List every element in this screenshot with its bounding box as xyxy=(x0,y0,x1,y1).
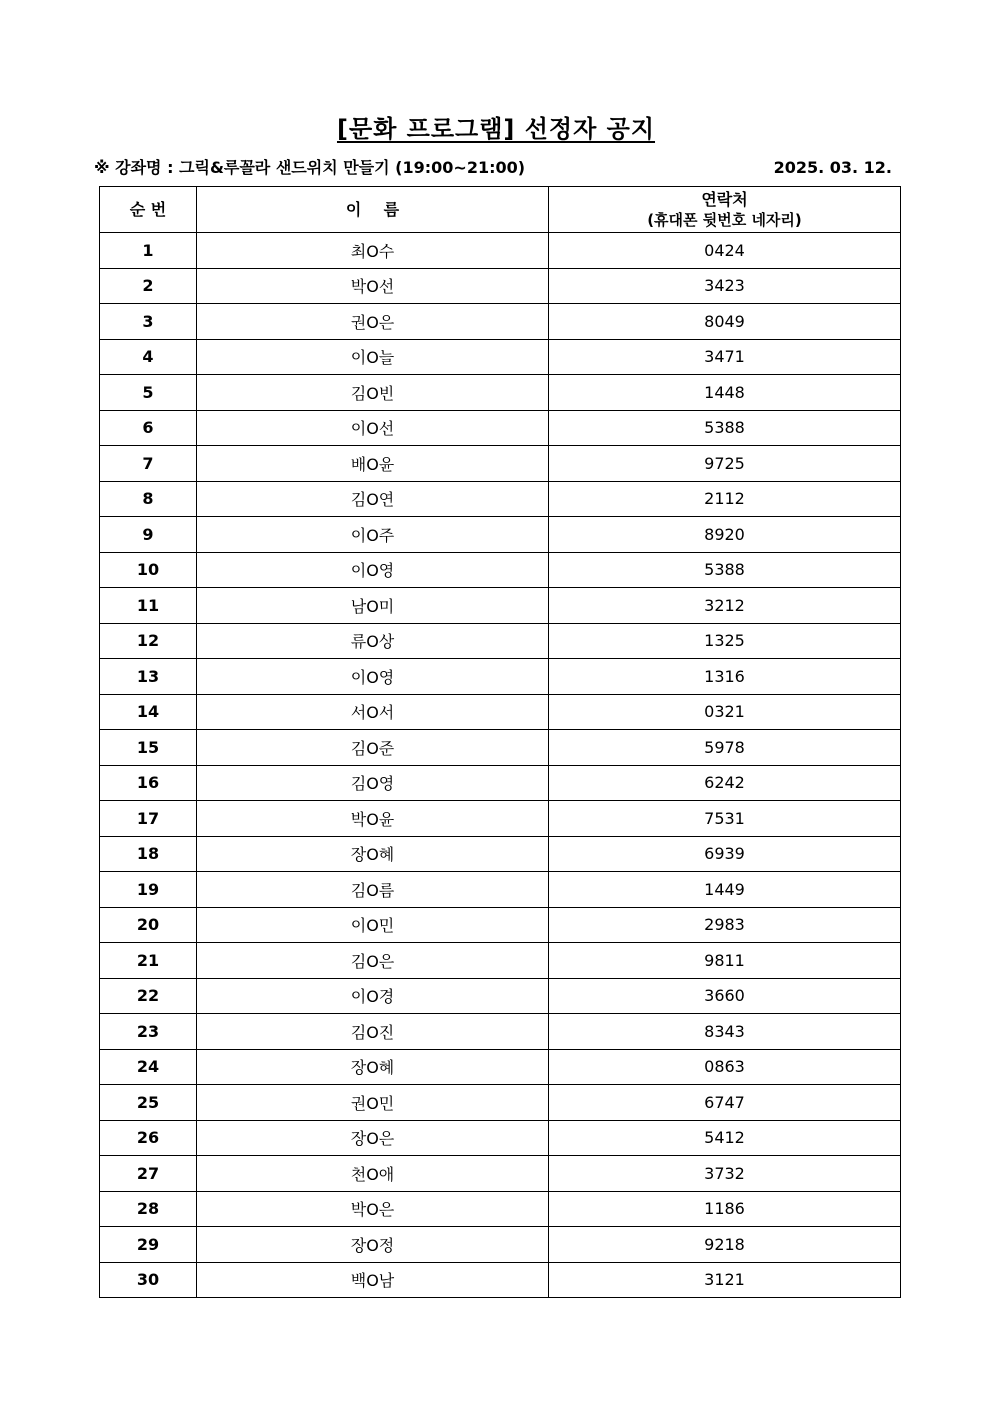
row-phone: 8920 xyxy=(549,517,901,553)
row-name: 이O경 xyxy=(197,978,549,1014)
table-row xyxy=(100,410,901,446)
header-contact-label: 연락처 xyxy=(701,189,748,209)
row-name: 장O혜 xyxy=(197,1049,549,1085)
table-row xyxy=(100,694,901,730)
row-phone: 3121 xyxy=(549,1262,901,1298)
table-row xyxy=(100,978,901,1014)
row-number: 25 xyxy=(100,1085,197,1121)
row-phone: 3423 xyxy=(549,268,901,304)
row-number: 24 xyxy=(100,1049,197,1085)
table-body xyxy=(100,233,901,1298)
row-name: 김O빈 xyxy=(197,375,549,411)
table-row xyxy=(100,1085,901,1121)
row-name: 권O은 xyxy=(197,304,549,340)
table-row xyxy=(100,588,901,624)
row-number: 19 xyxy=(100,872,197,908)
table-row xyxy=(100,730,901,766)
row-name: 김O연 xyxy=(197,481,549,517)
row-number: 30 xyxy=(100,1262,197,1298)
row-phone: 5412 xyxy=(549,1120,901,1156)
row-number: 29 xyxy=(100,1227,197,1263)
table-row xyxy=(100,872,901,908)
table-header-row xyxy=(100,187,901,233)
table-row xyxy=(100,659,901,695)
header-contact-sublabel: (휴대폰 뒷번호 네자리) xyxy=(647,210,802,229)
row-phone: 9218 xyxy=(549,1227,901,1263)
row-number: 2 xyxy=(100,268,197,304)
row-name: 배O윤 xyxy=(197,446,549,482)
row-name: 김O영 xyxy=(197,765,549,801)
row-name: 김O진 xyxy=(197,1014,549,1050)
row-phone: 0424 xyxy=(549,233,901,269)
row-name: 백O남 xyxy=(197,1262,549,1298)
table-row xyxy=(100,481,901,517)
table-row xyxy=(100,907,901,943)
header-name: 이 름 xyxy=(197,187,549,233)
row-name: 김O름 xyxy=(197,872,549,908)
row-name: 박O선 xyxy=(197,268,549,304)
row-number: 22 xyxy=(100,978,197,1014)
row-number: 10 xyxy=(100,552,197,588)
table-row xyxy=(100,836,901,872)
row-number: 17 xyxy=(100,801,197,837)
row-phone: 8049 xyxy=(549,304,901,340)
notice-date: 2025. 03. 12. xyxy=(773,158,892,177)
table-row xyxy=(100,1262,901,1298)
table-row xyxy=(100,1049,901,1085)
row-number: 5 xyxy=(100,375,197,411)
row-name: 이O늘 xyxy=(197,339,549,375)
row-name: 김O준 xyxy=(197,730,549,766)
row-phone: 1186 xyxy=(549,1191,901,1227)
row-phone: 7531 xyxy=(549,801,901,837)
row-number: 1 xyxy=(100,233,197,269)
course-name: ※ 강좌명 : 그릭&루꼴라 샌드위치 만들기 (19:00~21:00) xyxy=(94,158,526,177)
table-row xyxy=(100,943,901,979)
row-name: 이O영 xyxy=(197,552,549,588)
selection-table xyxy=(99,186,901,1298)
table-row xyxy=(100,517,901,553)
row-phone: 5388 xyxy=(549,552,901,588)
row-phone: 3212 xyxy=(549,588,901,624)
row-number: 23 xyxy=(100,1014,197,1050)
row-name: 장O은 xyxy=(197,1120,549,1156)
row-name: 이O민 xyxy=(197,907,549,943)
row-name: 최O수 xyxy=(197,233,549,269)
row-phone: 6747 xyxy=(549,1085,901,1121)
row-number: 6 xyxy=(100,410,197,446)
row-number: 7 xyxy=(100,446,197,482)
table-row xyxy=(100,1014,901,1050)
header-contact xyxy=(549,187,901,233)
row-phone: 5388 xyxy=(549,410,901,446)
table-row xyxy=(100,446,901,482)
row-name: 김O은 xyxy=(197,943,549,979)
row-phone: 0321 xyxy=(549,694,901,730)
row-number: 16 xyxy=(100,765,197,801)
row-number: 8 xyxy=(100,481,197,517)
table-row xyxy=(100,1191,901,1227)
row-number: 14 xyxy=(100,694,197,730)
row-number: 12 xyxy=(100,623,197,659)
row-number: 20 xyxy=(100,907,197,943)
row-number: 26 xyxy=(100,1120,197,1156)
row-phone: 5978 xyxy=(549,730,901,766)
row-name: 천O애 xyxy=(197,1156,549,1192)
page-title xyxy=(0,112,992,146)
row-phone: 1448 xyxy=(549,375,901,411)
row-phone: 0863 xyxy=(549,1049,901,1085)
row-number: 4 xyxy=(100,339,197,375)
table-row xyxy=(100,623,901,659)
row-name: 남O미 xyxy=(197,588,549,624)
table-row xyxy=(100,765,901,801)
row-phone: 9811 xyxy=(549,943,901,979)
row-number: 9 xyxy=(100,517,197,553)
row-phone: 8343 xyxy=(549,1014,901,1050)
page-title-text: [문화 프로그램] 선정자 공지 xyxy=(336,115,656,143)
row-number: 15 xyxy=(100,730,197,766)
row-number: 21 xyxy=(100,943,197,979)
row-number: 28 xyxy=(100,1191,197,1227)
table-row xyxy=(100,233,901,269)
row-phone: 1449 xyxy=(549,872,901,908)
row-phone: 2983 xyxy=(549,907,901,943)
row-phone: 6939 xyxy=(549,836,901,872)
row-phone: 2112 xyxy=(549,481,901,517)
row-phone: 3660 xyxy=(549,978,901,1014)
row-number: 3 xyxy=(100,304,197,340)
row-name: 박O윤 xyxy=(197,801,549,837)
table-row xyxy=(100,801,901,837)
row-phone: 3732 xyxy=(549,1156,901,1192)
row-name: 장O혜 xyxy=(197,836,549,872)
header-number: 순 번 xyxy=(100,187,197,233)
course-info-line xyxy=(94,156,892,180)
row-name: 류O상 xyxy=(197,623,549,659)
row-number: 13 xyxy=(100,659,197,695)
table-row xyxy=(100,304,901,340)
table-row xyxy=(100,552,901,588)
table-row xyxy=(100,1227,901,1263)
row-number: 18 xyxy=(100,836,197,872)
row-name: 권O민 xyxy=(197,1085,549,1121)
table-row xyxy=(100,375,901,411)
row-name: 장O정 xyxy=(197,1227,549,1263)
row-name: 이O주 xyxy=(197,517,549,553)
row-number: 27 xyxy=(100,1156,197,1192)
row-name: 이O선 xyxy=(197,410,549,446)
table-row xyxy=(100,339,901,375)
row-name: 박O은 xyxy=(197,1191,549,1227)
row-number: 11 xyxy=(100,588,197,624)
row-name: 이O영 xyxy=(197,659,549,695)
row-phone: 1316 xyxy=(549,659,901,695)
row-name: 서O서 xyxy=(197,694,549,730)
row-phone: 9725 xyxy=(549,446,901,482)
row-phone: 3471 xyxy=(549,339,901,375)
table-row xyxy=(100,1156,901,1192)
row-phone: 6242 xyxy=(549,765,901,801)
row-phone: 1325 xyxy=(549,623,901,659)
table-row xyxy=(100,1120,901,1156)
table-row xyxy=(100,268,901,304)
